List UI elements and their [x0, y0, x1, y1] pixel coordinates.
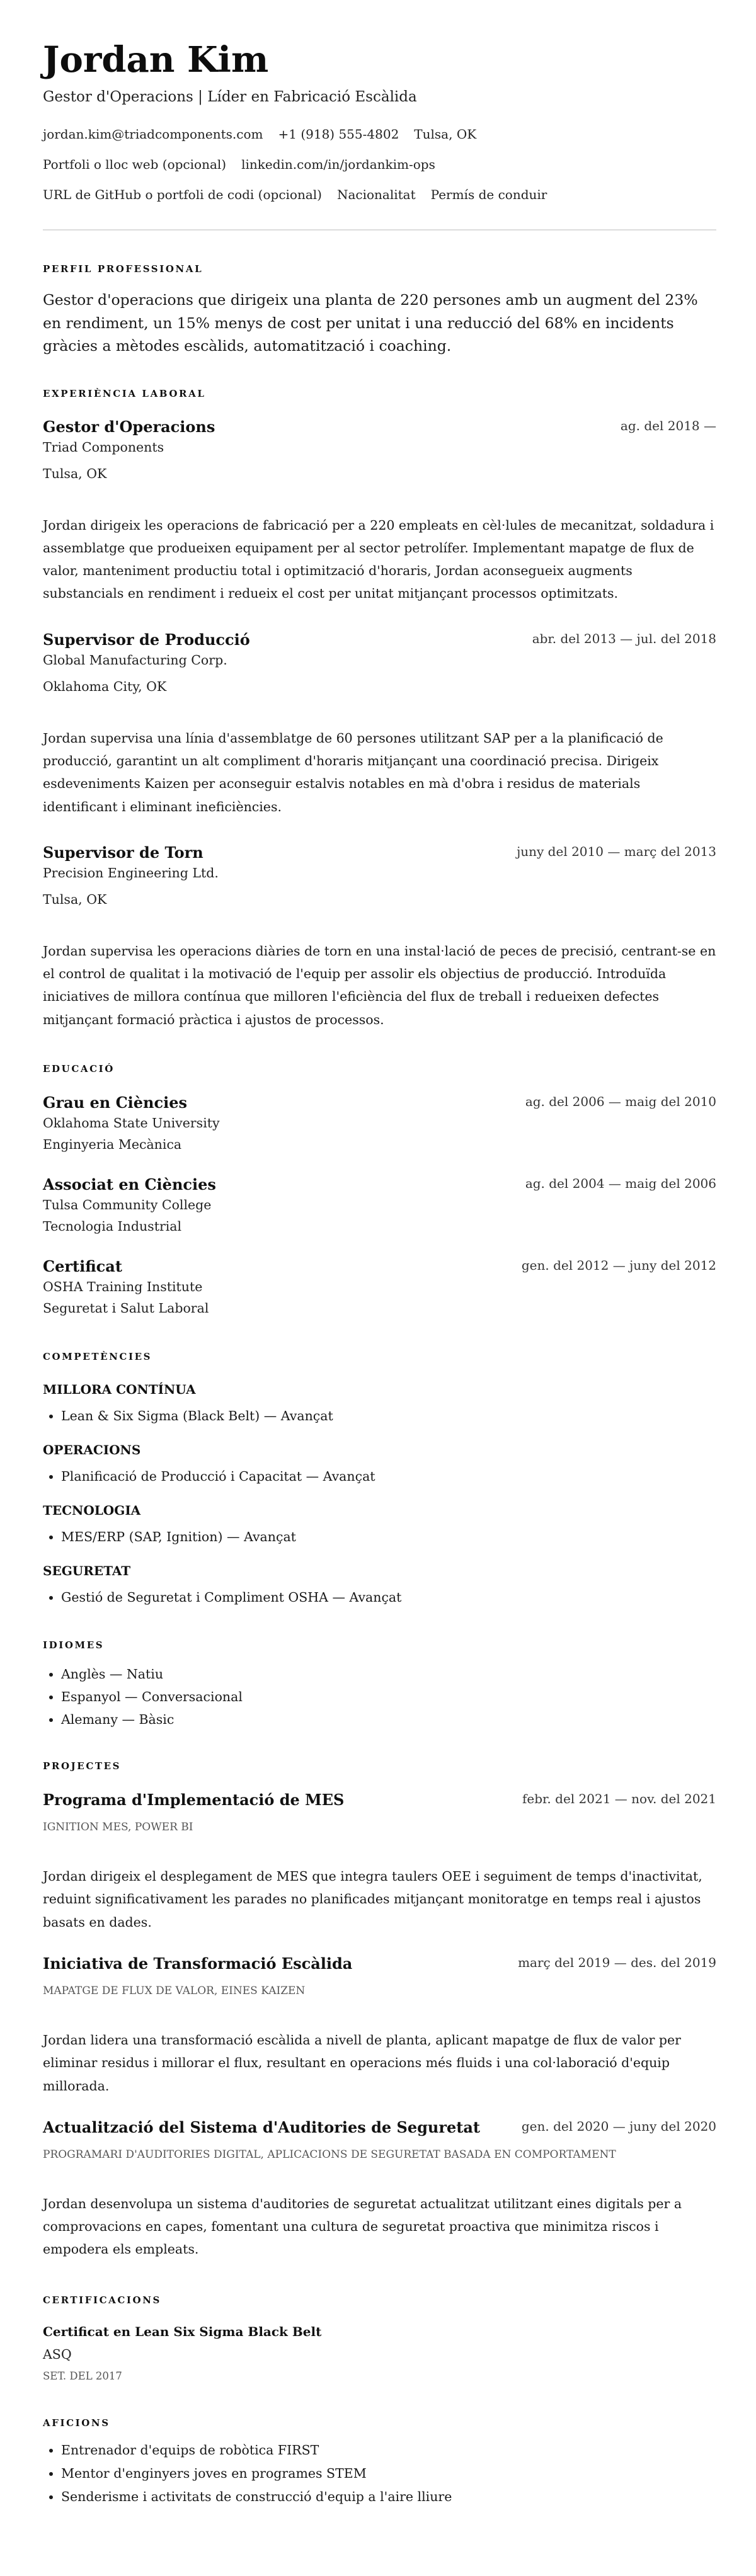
skill-group-heading: SEGURETAT [43, 1563, 131, 1579]
section-heading: CERTIFICACIONS [43, 2294, 161, 2306]
degree-title: Grau en Ciències [43, 1093, 188, 1112]
job-title: Supervisor de Torn [43, 843, 203, 862]
project-entry [43, 1791, 716, 1934]
hobby-list [43, 2439, 716, 2509]
phone-text: +1 (918) 555-4802 [278, 127, 399, 142]
project-entry [43, 2118, 716, 2261]
skill-item: • MES/ERP (SAP, Ignition) — Avançat [61, 1526, 716, 1547]
skill-group-heading: TECNOLOGIA [43, 1503, 141, 1519]
job-location: Tulsa, OK [43, 465, 107, 481]
certification-name: Certificat en Lean Six Sigma Black Belt [43, 2323, 322, 2339]
education-dates: gen. del 2012 — juny del 2012 [521, 1258, 716, 1274]
job-dates: juny del 2010 — març del 2013 [517, 843, 716, 859]
project-description: Jordan desenvolupa un sistema d'auditories de seguretat actualitzat utilitzant eines digitals per a comprovacions en capes, fomentant una cultura de seguretat proactiva que minimitza riscos i empodera els empleats. [43, 2196, 682, 2257]
language-item: • Anglès — Natiu [61, 1663, 716, 1685]
project-title: Actualització del Sistema d'Auditories de Seguretat [43, 2117, 481, 2136]
education-section [43, 1063, 716, 1319]
summary-text: Gestor d'operacions que dirigeix una planta de 220 persones amb un augment del 23% en rendiment, un 15% menys de cost per unitat i una reducció del 68% en incidents gràcies a mètodes escàlids, automatització i coaching. [43, 291, 698, 355]
school-name: Tulsa Community College [43, 1197, 212, 1213]
resume-header [43, 40, 716, 204]
email-link[interactable]: jordan.kim@triadcomponents.com [43, 127, 263, 142]
skill-item: • Lean & Six Sigma (Black Belt) — Avançat [61, 1405, 716, 1427]
job-entry [43, 418, 716, 605]
links-line [43, 155, 716, 174]
job-description: Jordan supervisa les operacions diàries de torn en una instal·lació de peces de precisió, centrant-se en el control de qualitat i la motivació de l'equip per assolir els objectius de producció. Introduïda iniciatives de millora contínua que milloren l'eficiència del flux de treball i redueixen defectes mitjançant formació pràctica i ajustos de processos. [43, 943, 716, 1027]
job-dates: abr. del 2013 — jul. del 2018 [532, 630, 716, 646]
summary-section [43, 263, 716, 358]
header-divider [43, 229, 716, 231]
hobbies-section [43, 2417, 716, 2509]
language-item: • Alemany — Bàsic [61, 1708, 716, 1731]
job-dates: ag. del 2018 — [620, 418, 716, 433]
degree-title: Certificat [43, 1257, 122, 1276]
job-location: Oklahoma City, OK [43, 678, 167, 694]
experience-section [43, 387, 716, 1032]
section-heading: PERFIL PROFESSIONAL [43, 263, 203, 275]
certifications-section [43, 2294, 716, 2384]
github-link[interactable]: URL de GitHub o portfoli de codi (opcional) [43, 187, 322, 202]
skill-list [43, 1587, 716, 1608]
certification-issuer: ASQ [43, 2346, 72, 2362]
skill-list [43, 1526, 716, 1547]
portfolio-link[interactable]: Portfoli o lloc web (opcional) [43, 157, 227, 172]
projects-section [43, 1760, 716, 2261]
field-of-study: Enginyeria Mecànica [43, 1137, 182, 1153]
education-dates: ag. del 2006 — maig del 2010 [525, 1094, 716, 1110]
field-of-study: Tecnologia Industrial [43, 1219, 182, 1234]
location-text: Tulsa, OK [414, 127, 477, 142]
project-tech: MAPATGE DE FLUX DE VALOR, EINES KAIZEN [43, 1984, 306, 1997]
candidate-name: Jordan Kim [43, 39, 269, 81]
extra-line [43, 185, 716, 204]
school-name: Oklahoma State University [43, 1115, 220, 1131]
education-dates: ag. del 2004 — maig del 2006 [525, 1176, 716, 1192]
project-dates: març del 2019 — des. del 2019 [518, 1954, 716, 1970]
project-description: Jordan dirigeix el desplegament de MES que integra taulers OEE i seguiment de temps d'inactivitat, reduint significativament les parades no planificades mitjançant monitoratge en temps real i ajustos basats en dades. [43, 1869, 702, 1930]
project-tech: PROGRAMARI D'AUDITORIES DIGITAL, APLICACIONS DE SEGURETAT BASADA EN COMPORTAMENT [43, 2148, 616, 2161]
project-tech: IGNITION MES, POWER BI [43, 1821, 193, 1834]
skill-list [43, 1405, 716, 1427]
hobby-item: • Mentor d'enginyers joves en programes STEM [61, 2462, 716, 2485]
candidate-title: Gestor d'Operacions | Líder en Fabricació Escàlida [43, 89, 417, 105]
section-heading: IDIOMES [43, 1639, 105, 1651]
job-company: Precision Engineering Ltd. [43, 865, 219, 881]
job-entry [43, 630, 716, 818]
skill-item: • Planificació de Producció i Capacitat — Avançat [61, 1466, 716, 1487]
section-heading: AFICIONS [43, 2417, 110, 2429]
project-title: Iniciativa de Transformació Escàlida [43, 1954, 353, 1973]
project-description: Jordan lidera una transformació escàlida a nivell de planta, aplicant mapatge de flux de valor per eliminar residus i millorar el flux, resultant en operacions més fluids i una col·laboració d'equip millorada. [43, 2032, 681, 2094]
degree-title: Associat en Ciències [43, 1175, 216, 1194]
job-location: Tulsa, OK [43, 891, 107, 907]
license-text: Permís de conduir [430, 187, 547, 202]
project-title: Programa d'Implementació de MES [43, 1791, 345, 1809]
school-name: OSHA Training Institute [43, 1279, 203, 1295]
skill-group-heading: MILLORA CONTÍNUA [43, 1382, 196, 1398]
education-entry [43, 1257, 716, 1319]
skill-group-heading: OPERACIONS [43, 1442, 141, 1458]
project-dates: febr. del 2021 — nov. del 2021 [522, 1791, 716, 1807]
language-item: • Espanyol — Conversacional [61, 1685, 716, 1708]
project-dates: gen. del 2020 — juny del 2020 [521, 2118, 716, 2134]
certification-date: SET. DEL 2017 [43, 2369, 122, 2382]
field-of-study: Seguretat i Salut Laboral [43, 1301, 209, 1316]
section-heading: COMPETÈNCIES [43, 1351, 152, 1363]
job-entry [43, 843, 716, 1031]
skills-section [43, 1350, 716, 1608]
job-title: Gestor d'Operacions [43, 417, 215, 436]
languages-section [43, 1639, 716, 1731]
job-company: Triad Components [43, 439, 164, 455]
section-heading: EXPERIÈNCIA LABORAL [43, 387, 206, 399]
education-entry [43, 1175, 716, 1237]
education-entry [43, 1093, 716, 1155]
skill-item: • Gestió de Seguretat i Compliment OSHA — Avançat [61, 1587, 716, 1608]
section-heading: PROJECTES [43, 1760, 122, 1772]
project-entry [43, 1954, 716, 2097]
language-list [43, 1663, 716, 1731]
hobby-item: • Senderisme i activitats de construcció d'equip a l'aire lliure [61, 2485, 716, 2509]
job-company: Global Manufacturing Corp. [43, 652, 227, 668]
hobby-item: • Entrenador d'equips de robòtica FIRST [61, 2439, 716, 2462]
job-description: Jordan dirigeix les operacions de fabricació per a 220 empleats en cèl·lules de mecanitzat, soldadura i assemblatge que produeixen equipament per al sector petrolífer. Implementant mapatge de flux de valor, manteniment productiu total i optimització d'horaris, Jordan aconsegueix augments substancials en rendiment i redueix el cost per unitat mitjançant processos optimitzats. [43, 517, 714, 601]
nationality-text: Nacionalitat [336, 187, 416, 202]
skill-list [43, 1466, 716, 1487]
section-heading: EDUCACIÓ [43, 1063, 115, 1075]
job-description: Jordan supervisa una línia d'assemblatge de 60 persones utilitzant SAP per a la planificació de producció, garantint un alt compliment d'horaris mitjançant una coordinació precisa. Dirigeix esdeveniments Kaizen per aconseguir estalvis notables en mà d'obra i residus de materials identificant i eliminant ineficiències. [43, 730, 663, 814]
contact-line [43, 125, 716, 144]
linkedin-link[interactable]: linkedin.com/in/jordankim-ops [241, 157, 435, 172]
job-title: Supervisor de Producció [43, 630, 250, 649]
